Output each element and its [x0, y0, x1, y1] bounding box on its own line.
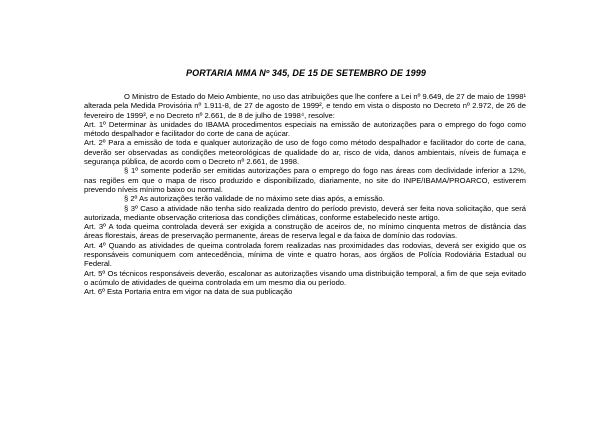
article-2-paragraph-1: § 1º somente poderão ser emitidas autorizações para o emprego do fogo nas áreas com declividade inferior a 12%, nas regiões em que o mapa de risco produzido e disponibilizado, diariamente, no site do INPE/IBAMA/PROARCO, estiverem prevendo níveis mínimo baixo ou normal.: [84, 166, 526, 194]
article-5-text: Os técnicos responsáveis deverão, escalonar as autorizações visando uma distribuição temporal, a fim de que seja evitado o acúmulo de atividades de queima controlada em um mesmo dia ou período.: [84, 268, 526, 287]
article-2-label: Art. 2º: [84, 138, 106, 148]
article-2: [84, 138, 526, 166]
article-6-label: Art. 6º: [84, 287, 105, 297]
article-4-text: Quando as atividades de queima controlada forem realizadas nas proximidades das rodovias, deverá ser exigido que os responsáveis comuniquem com antecedência, mínima de vinte e quatro horas, aos órgãos de Polícia Rodoviária Estadual ou Federal.: [84, 240, 526, 269]
preamble-paragraph: O Ministro de Estado do Meio Ambiente, no uso das atribuições que lhe confere a Lei nº 9.649, de 27 de maio de 1998¹ alterada pela Medida Provisória nº 1.911-8, de 27 de agosto de 1999², e tendo em vista o disposto no Decreto nº 2.972, de 26 de fevereiro de 1999³, e no Decreto nº 2.661, de 8 de julho de 1998⁴, resolve:: [84, 92, 526, 120]
article-1-label: Art. 1º: [84, 119, 106, 129]
article-3: [84, 222, 526, 241]
article-1: [84, 120, 526, 139]
article-5-label: Art. 5º: [84, 268, 106, 278]
article-3-label: Art. 3º: [84, 222, 106, 232]
article-3-text: A toda queima controlada deverá ser exigida a construção de aceiros de, no mínimo cinquenta metros de distância das áreas florestais, áreas de preservação permanente, áreas de reserva legal e da faixa de domínio das rodovias.: [84, 222, 526, 241]
document-body: [84, 92, 526, 297]
article-2-text: Para a emissão de toda e qualquer autorização de uso de fogo como método despalhador e facilitador do corte de cana, deverão ser observadas as condições meteorológicas de qualidade do ar, risco de vida, danos ambientais, níveis de fumaça e segurança pública, de acordo com o Decreto nº 2.661, de 1998.: [84, 138, 526, 167]
document-title: PORTARIA MMA Nº 345, DE 15 DE SETEMBRO DE 1999: [186, 68, 426, 78]
article-5: [84, 269, 526, 288]
article-2-paragraph-3: § 3º Caso a atividade não tenha sido realizada dentro do período previsto, deverá ser feita nova solicitação, que será autorizada, mediante observação criteriosa das condições climáticas, conforme estabelecido neste artigo.: [84, 203, 526, 222]
article-6: [84, 287, 526, 296]
article-4-label: Art. 4º: [84, 240, 106, 250]
article-2-paragraph-2: § 2º As autorizações terão validade de no máximo sete dias após, a emissão.: [124, 194, 385, 204]
article-6-text: Esta Portaria entra em vigor na data de sua publicação: [107, 287, 293, 297]
article-4: [84, 241, 526, 269]
article-1-text: Determinar às unidades do IBAMA procedimentos especiais na emissão de autorizações para o emprego do fogo como método despalhador e facilitador do corte de cana de açúcar.: [84, 119, 526, 139]
